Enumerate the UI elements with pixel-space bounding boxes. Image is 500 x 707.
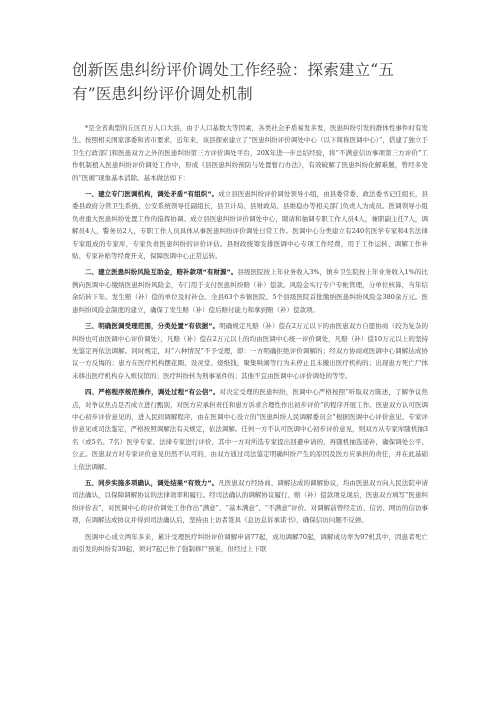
paragraph-text: 对决定受理的医患纠纷，医调中心严格按照“听取双方陈述，了解争议焦点，对争议焦点是否成立进行甄别，对医方应承担责任和患方诉求合理性作出初步评价”的程序开展工作。医患双方认可医调中心初步评价意见的，进入民间调解程序，由在医调中心设立的“医患纠纷人民调解委员会”根据医调中心评价意见、专家评价意见或司法鉴定，严格按照调解法有关规定，依法调解。任何一方不认可医调中心初步评价意见，则双方从专家库随机抽3名（或5名、7名）医学专家、法律专家进行评价，其中一方对所选专家提出回避申请的，再随机抽选递补，确保调处公平、公正。医患双方对专家评价意见仍然不认可的，由双方通过司法鉴定明确纠纷产生的原因及医方应承担的责任，并在此基础上依法调解。	[72, 388, 429, 471]
section-heading: 一、建立专门医调机构，调处矛盾“有组织”。	[85, 190, 219, 199]
paragraph	[72, 531, 428, 556]
paragraph-text: 医调中心成立两年多来，累计受理医疗纠纷评价调解申请77起，成功调解70起，调解成功率为97机其中，因患者死亡而引发的纠纷有39起，须对7起已作了强制移尸预案，但经过上下联	[72, 532, 428, 553]
document-title: 创新医患纠纷评价调处工作经验：探索建立“五有”医患纠纷评价调处机制	[72, 61, 395, 103]
paragraph	[72, 188, 428, 262]
document-body	[72, 122, 428, 555]
paragraph-text: 成立县医患纠纷评价调处领导小组，由县委常委、政法委书记任组长，县委县政府分管卫生系统、公安系统领导任副组长，县卫计局、县财政局、县维稳办等相关部门负责人为成员。医调领导小组负责重大医患纠纷处置工作的指挥协调。成立县医患纠纷评价调处中心，聘请和抽调专职工作人员4人，兼职副主任7人，调解员4人，警务员2人，专职工作人员具体从事医患纠纷评价调处日常工作。医调中心分类建立有240名医学专家和4名法律专家组成的专家库，专家负责医患纠纷的评价评估。县财政统筹安排医调中心专项工作经费，用于工作运转、调解工作补贴、专家补贴等经费开支，保障医调中心正常运转。	[72, 190, 429, 261]
paragraph-text: *是全省典型的丘区百万人口大县，由于人口基数大等因素，各类社会矛盾易发多发，医患纠纷引发的群体性事件时有发生。按照相关国家部委和省市要求，近年来，该县探索建立了“医患纠纷评价调处中心（以下简称医调中心）”，搭建了独立于卫生行政部门和医患双方之外的医患纠纷第三方评价调处平台，20X年进一步总结经验，将“不满意信访事项第三方评价”工作机制植入医患纠纷评价调处工作中，形成《县医患纠纷预防与处置暂行办法》，有效破解了医患纠纷化解难题，曾经多发的“医闹”现象基本消除。基本做法如下：	[72, 124, 428, 182]
paragraph	[72, 386, 428, 473]
section-heading: 二、建立医患纠纷风险互助金，赔补款项“有财源”。	[85, 268, 238, 277]
section-heading: 五、同步实施多项确认，调处结果“有效力”。	[85, 478, 219, 487]
paragraph-text: 凡医患双方经协商、调解达成的调解协议，均由医患双方向人民法院申请司法确认，以保障调解协议的法律效率和履行。经司法确认的调解协议履行、赔（补）偿款项兑现后，医患双方填写“医患纠纷评价表”，对医调中心的评价调处工作作出“满意”、“基本满意”、“不满意”评价。对调解前曾经走访、信访、网访的信访事项，在调解达成协议并得到司法确认后，坚持由上访者签具《息访息诉承诺书》，确保信访问题不反弹。	[72, 478, 429, 525]
section-heading: 四、严格程序规范操作，调处过程“有公信”。	[85, 388, 220, 397]
paragraph-text: 县级医院按上年业务收入3%，镇乡卫生院按上年业务收入1%的比例向医调中心缴纳医患纠纷风险金，专门用于支付医患纠纷赔（补）偿款。风险金实行专户专帐管理，分单位核算，当年结余结转下年。发生赔（补）偿的单位及时补仓。全县63个乡镇医院、5个县级医院首批缴纳医患纠纷风险金380余万元。医患纠纷风险金制度的建立，确保了发生赔（补）偿后赔付能力和拿到赔（补）偿款项。	[72, 268, 428, 314]
paragraph	[72, 122, 428, 184]
paragraph-text: 明确规定凡赔（补）偿在2万元以下的由医患双方自愿协商（较为复杂的纠纷也可由医调中心评价调处），凡赔（补）偿在2万元以上的均由医调中心统一评价调处，凡赔（补）偿10万元以上的坚持先鉴定再依法调解。同时规定，对“六种情况”不予受理，即：一方明确拒绝评价调解的；经双方协商或医调中心调解达成协议一方反悔的；患方在医疗机构摆花圈、设灵堂、烧纸钱，聚集哄闹等行为未停止且未撤出医疗机构的；出现患方死亡尸体未移出医疗机构存入殡仪馆的；医疗纠纷转为刑事案件的；其他不宜由医调中心评价调处的等等。	[72, 322, 429, 380]
section-heading: 三、明确医调受理范围，分类处置“有依据”。	[85, 322, 220, 331]
paragraph	[72, 266, 428, 316]
paragraph	[72, 320, 428, 382]
paragraph	[72, 477, 428, 527]
